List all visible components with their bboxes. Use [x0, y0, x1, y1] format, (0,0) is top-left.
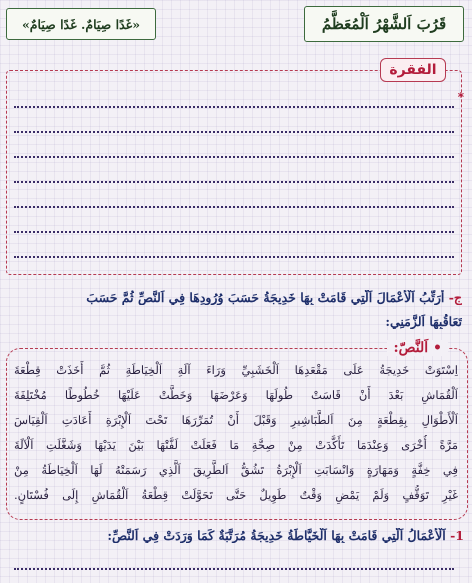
question-1: [8, 528, 464, 543]
header-title: قَرُبَ اَلشَّهْرُ اَلْمُعَظَّمُ: [304, 6, 464, 42]
question-1-text: اَلْأَعْمَالُ اَلَّتِي قَامَتْ بِهَا اَلْخَيَّاطَةُ خَدِيجَةُ مُرَتَّبَةٌ كَمَا وَرَدَتْ فِي اَلنَّصِّ:: [107, 528, 446, 543]
writing-line-1[interactable]: [14, 106, 454, 108]
question-c-text-2: تَعَاقُبِهَا اَلزَّمَنِي:: [385, 314, 462, 329]
text-line-1: اِسْتَوَتْ خَدِيجَةُ عَلَى مَقْعَدِهَا اَلْخَشَبِيِّ وَرَاءَ آلَةِ اَلْخِيَاطَةِ ثُمَّ أَخَذَتْ قِطْعَةَ: [14, 363, 458, 377]
text-line-2: اَلْقُمَاشِ بَعْدَ أَنْ قَاسَتْ طُولَهَا وَعَرْضَهَا وَخَطَّتْ عَلَيْهَا خُطُوطًا مُخْتَلِفَةَ: [14, 388, 458, 402]
text-line-6: غَيْرِ تَوَقُّفٍ وَلَمْ يَمْضِ وَقْتٌ طَوِيلٌ حَتَّى تَحَوَّلَتْ قِطْعَةُ اَلْقُمَاشِ إِلَى فُسْتَانٍ.: [14, 488, 458, 502]
question-c-marker: ج-: [448, 290, 462, 305]
writing-line-2[interactable]: [14, 131, 454, 133]
answer-line-1[interactable]: [14, 568, 454, 570]
writing-line-5[interactable]: [14, 206, 454, 208]
writing-line-3[interactable]: [14, 156, 454, 158]
text-line-5: فِي خِفَّةٍ وَمَهَارَةٍ وَانْسَابَتِ اَلْإِبْرَةُ تَشُقُّ اَلطَّرِيقَ اَلَّذِي رَسَمَتْهُ لَهَا اَلْخِيَاطَةُ مِنْ: [14, 463, 458, 477]
writing-line-6[interactable]: [14, 231, 454, 233]
text-passage-label: • اَلنَّصّ:: [387, 340, 448, 356]
question-1-marker: 1-: [450, 528, 464, 543]
writing-line-4[interactable]: [14, 181, 454, 183]
text-line-3: اَلْأَطْوَالِ بِقِطْعَةٍ مِنَ اَلطَّبَاشِيرِ وَقَبْلَ أَنْ تُمَرِّرَهَا تَحْتَ اَلْإِبْرَةِ أَعَادَتِ اَلْقِيَاسَ: [14, 413, 458, 427]
paragraph-tab-label: الفقرة: [380, 58, 446, 82]
question-c-text-1: أُرَتِّبُ اَلْأَعْمَالَ اَلَّتِي قَامَتْ بِهَا خَدِيجَةُ حَسَبَ وُرُودِهَا فِي اَلنَّصِّ ثُمَّ حَسَبَ: [86, 290, 445, 305]
star-marker: *: [457, 90, 464, 104]
question-c-line-2: [8, 314, 462, 329]
question-c-line-1: [8, 290, 462, 305]
paragraph-writing-frame: [6, 70, 462, 275]
writing-line-7[interactable]: [14, 256, 454, 258]
header-slogan: «غَدًا صِيَامٌ. غَدًا صِيَامٌ»: [6, 8, 156, 40]
text-line-4: مَرَّةً أُخْرَى وَعِنْدَمَا تَأَكَّدَتْ مِنْ صِحَّةِ مَا فَعَلَتْ لَفَّتْهَا بَيْنَ يَدَيْهَا وَشَغَّلَتِ اَلْآلَةَ: [14, 438, 458, 452]
